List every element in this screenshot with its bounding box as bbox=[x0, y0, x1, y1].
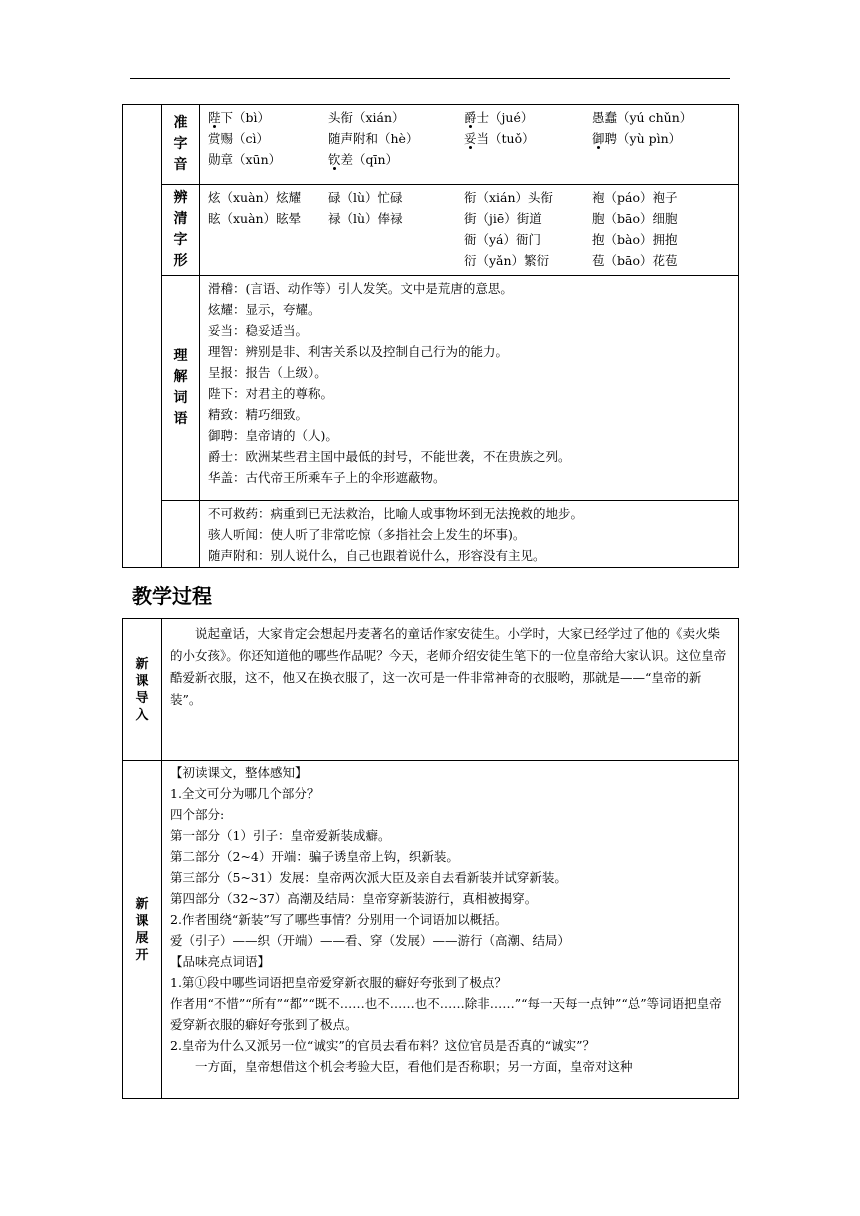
character-shape-label: 辨 清 字 形 bbox=[162, 185, 200, 276]
character-shape-content bbox=[200, 185, 739, 276]
pronunciation-text: 愚蠢（yú chǔn） bbox=[592, 110, 693, 125]
pronunciation-item bbox=[328, 107, 464, 128]
pronunciation-item bbox=[208, 149, 328, 170]
shape-item: 衔（xián）头衔 bbox=[464, 190, 554, 205]
shape-item: 眩（xuàn）眩晕 bbox=[208, 211, 302, 226]
definition-line: 理智：辨别是非、利害关系以及控制自己行为的能力。 bbox=[208, 344, 509, 359]
definition-line: 滑稽：(言语、动作等）引人发笑。文中是荒唐的意思。 bbox=[208, 281, 513, 296]
emphasis-char: 爵 bbox=[464, 110, 477, 125]
develop-row bbox=[123, 761, 739, 1099]
word-meaning-label: 理 解 词 语 bbox=[162, 276, 200, 501]
develop-line: 第一部分（1）引子：皇帝爱新装成癖。 bbox=[170, 828, 391, 843]
shape-item: 街（jiē）街道 bbox=[464, 211, 542, 226]
definition-line: 精致：精巧细致。 bbox=[208, 407, 309, 422]
pronunciation-text: 勋章（xūn） bbox=[208, 152, 282, 167]
definition-line: 爵士：欧洲某些君主国中最低的封号，不能世袭，不在贵族之列。 bbox=[208, 449, 571, 464]
section-title: 教学过程 bbox=[132, 584, 212, 608]
shape-item: 衙（yá）衙门 bbox=[464, 232, 542, 247]
pronunciation-text: 士（jué） bbox=[476, 110, 534, 125]
pronunciation-grid bbox=[208, 107, 730, 170]
idiom-content bbox=[200, 501, 739, 568]
pronunciation-text: 聘（yù pìn） bbox=[604, 131, 682, 146]
shape-item: 炫（xuàn）炫耀 bbox=[208, 190, 302, 205]
pronunciation-text: 当（tuǒ） bbox=[476, 131, 535, 146]
shape-item: 胞（bāo）细胞 bbox=[592, 211, 678, 226]
idiom-label-empty bbox=[162, 501, 200, 568]
pronunciation-label: 准 字 音 bbox=[162, 105, 200, 185]
pronunciation-item bbox=[464, 128, 592, 149]
pronunciation-text: 差（qīn） bbox=[340, 152, 399, 167]
definition-line: 呈报：报告（上级）。 bbox=[208, 365, 327, 380]
develop-line: 第三部分（5~31）发展：皇帝两次派大臣及亲自去看新装并试穿新装。 bbox=[170, 870, 567, 885]
pronunciation-item bbox=[328, 149, 464, 170]
intro-label: 新 课 导 入 bbox=[123, 619, 162, 761]
develop-line: 第二部分（2~4）开端：骗子诱皇帝上钩，织新装。 bbox=[170, 849, 459, 864]
definition-line: 御聘：皇帝请的（人)。 bbox=[208, 428, 338, 443]
emphasis-char: 陛 bbox=[208, 110, 221, 125]
shape-item: 碌（lù）忙碌 bbox=[328, 190, 403, 205]
pronunciation-text: 随声附和（hè） bbox=[328, 131, 419, 146]
shape-item bbox=[208, 229, 328, 250]
pronunciation-item bbox=[208, 128, 328, 149]
pronunciation-item bbox=[328, 128, 464, 149]
idiom-row bbox=[123, 501, 739, 568]
pronunciation-item bbox=[592, 128, 730, 149]
pronunciation-item bbox=[592, 107, 730, 128]
shape-item: 袍（páo）袍子 bbox=[592, 190, 678, 205]
shape-item bbox=[328, 250, 464, 271]
develop-content bbox=[162, 761, 739, 1099]
pronunciation-item bbox=[208, 107, 328, 128]
definition-line: 华盖：古代帝王所乘车子上的伞形遮蔽物。 bbox=[208, 470, 446, 485]
definition-line: 陛下：对君主的尊称。 bbox=[208, 386, 334, 401]
idiom-line: 随声附和：别人说什么，自己也跟着说什么，形容没有主见。 bbox=[208, 548, 546, 563]
develop-paragraph: 作者用“不惜”“所有”“都”“既不……也不……也不……除非……”“每一天每一点钟”“总”等词语把皇帝爱穿新衣服的癖好夸张到了极点。 bbox=[170, 996, 722, 1032]
word-meaning-row bbox=[123, 276, 739, 501]
character-shape-row bbox=[123, 185, 739, 276]
character-shape-grid bbox=[208, 187, 730, 271]
develop-line: 1.第①段中哪些词语把皇帝爱穿新衣服的癖好夸张到了极点？ bbox=[170, 975, 507, 990]
pronunciation-row bbox=[123, 105, 739, 185]
vocabulary-table bbox=[122, 104, 739, 568]
emphasis-char: 御 bbox=[592, 131, 605, 146]
shape-item: 抱（bào）拥抱 bbox=[592, 232, 678, 247]
idiom-line: 不可救药：病重到已无法救治，比喻人或事物坏到无法挽救的地步。 bbox=[208, 506, 584, 521]
pronunciation-text: 头衔（xián） bbox=[328, 110, 405, 125]
develop-label: 新 课 展 开 bbox=[123, 761, 162, 1099]
header-rule bbox=[130, 78, 730, 79]
shape-item: 禄（lù）俸禄 bbox=[328, 211, 403, 226]
idiom-line: 骇人听闻：使人听了非常吃惊（多指社会上发生的坏事)。 bbox=[208, 527, 526, 542]
word-meaning-content bbox=[200, 276, 739, 501]
develop-line: 【品味亮点词语】 bbox=[170, 954, 271, 969]
definition-line: 妥当：稳妥适当。 bbox=[208, 323, 309, 338]
pronunciation-item bbox=[464, 107, 592, 128]
develop-line: 爱（引子）——织（开端）——看、穿（发展）——游行（高潮、结局） bbox=[170, 933, 571, 948]
develop-line: 第四部分（32~37）高潮及结局：皇帝穿新装游行，真相被揭穿。 bbox=[170, 891, 538, 906]
develop-line: 【初读课文，整体感知】 bbox=[170, 765, 308, 780]
develop-line: 1.全文可分为哪几个部分？ bbox=[170, 786, 320, 801]
vocab-blank-column bbox=[123, 105, 162, 568]
shape-item: 苞（bāo）花苞 bbox=[592, 253, 678, 268]
teaching-process-table bbox=[122, 618, 739, 1099]
definition-line: 炫耀：显示，夸耀。 bbox=[208, 302, 321, 317]
pronunciation-text: 下（bì） bbox=[220, 110, 271, 125]
emphasis-char: 妥 bbox=[464, 131, 477, 146]
intro-text: 说起童话，大家肯定会想起丹麦著名的童话作家安徒生。小学时，大家已经学过了他的《卖火柴的小女孩》。你还知道他的哪些作品呢？今天，老师介绍安徒生笔下的一位皇帝给大家认识。这位皇帝酷爱新衣服，这不，他又在换衣服了，这一次可是一件非常神奇的衣服哟，那就是——“皇帝的新装”。 bbox=[162, 619, 739, 761]
intro-row bbox=[123, 619, 739, 761]
pronunciation-text: 赏赐（cì） bbox=[208, 131, 269, 146]
emphasis-char: 钦 bbox=[328, 152, 341, 167]
shape-item bbox=[328, 229, 464, 250]
develop-line: 2.作者围绕“新装”写了哪些事情？分别用一个词语加以概括。 bbox=[170, 912, 508, 927]
develop-line: 四个部分: bbox=[170, 807, 225, 822]
shape-item: 衍（yǎn）繁衍 bbox=[464, 253, 550, 268]
develop-question: 2.皇帝为什么又派另一位“诚实”的官员去看布料？这位官员是否真的“诚实”？ bbox=[170, 1038, 595, 1053]
shape-item bbox=[208, 250, 328, 271]
pronunciation-content bbox=[200, 105, 739, 185]
develop-paragraph: 一方面，皇帝想借这个机会考验大臣，看他们是否称职；另一方面，皇帝对这种 bbox=[195, 1059, 633, 1074]
